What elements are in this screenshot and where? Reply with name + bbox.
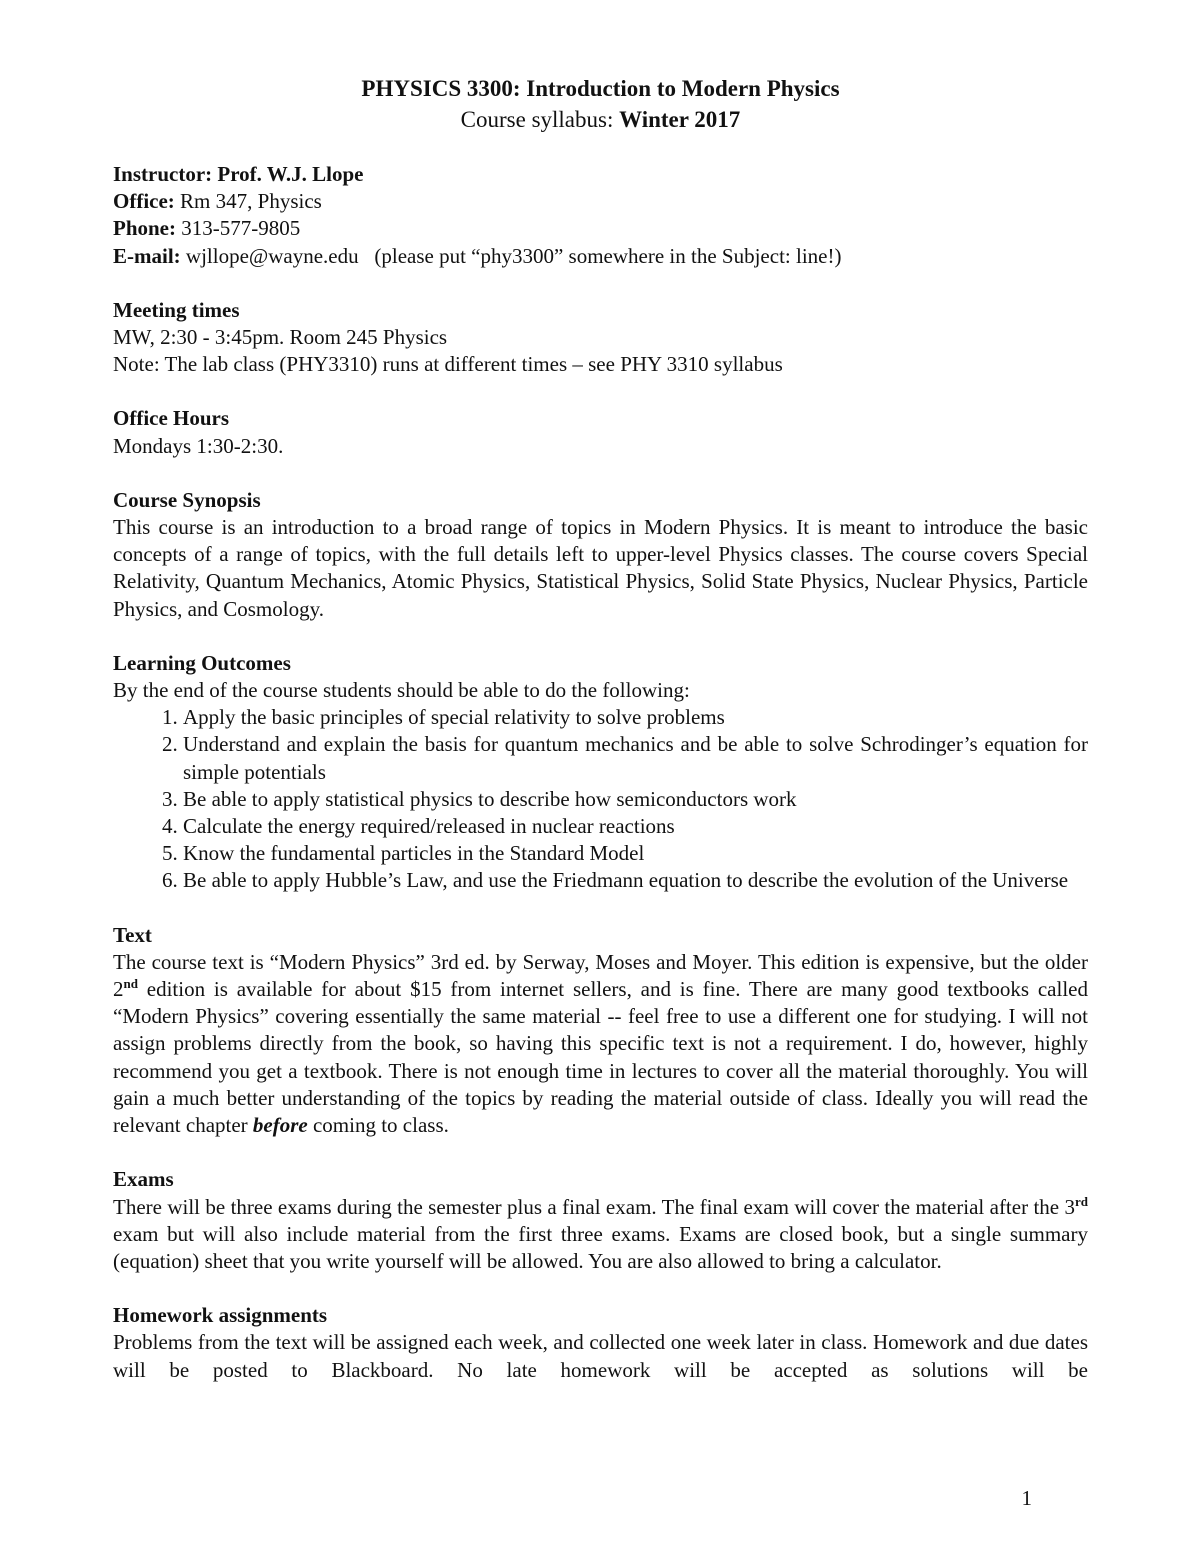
text-sup: nd [123,976,138,992]
phone-value: 313-577-9805 [176,216,301,241]
exams-part-2: exam but will also include material from the first three exams. Exams are closed book, but a single summary (equation) sheet that you write yourself will be allowed. You are also allowed to bring a calculator. [113,1221,1088,1273]
subtitle-prefix: Course syllabus: [460,107,620,132]
office-value: Rm 347, Physics [174,189,322,214]
list-item: 5. Know the fundamental particles in the Standard Model [183,840,1088,867]
list-item: 6. Be able to apply Hubble’s Law, and use the Friedmann equation to describe the evolution of the Universe [183,867,1088,894]
office-hours-text: Mondays 1:30-2:30. [113,433,284,458]
phone-line [113,215,1088,242]
text-heading: Text [113,922,152,947]
homework-paragraph: Problems from the text will be assigned each week, and collected one week later in class. Homework and due dates will be posted to Blackboard. No late homework will be accepted as solutions will be [113,1330,1088,1382]
synopsis-text: This course is an introduction to a broad range of topics in Modern Physics. It is meant to introduce the basic concepts of a range of topics, with the full details left to upper-level Physics classes. The course covers Special Relativity, Quantum Mechanics, Atomic Physics, Statistical Physics, Solid State Physics, Nuclear Physics, Particle Physics, and Cosmology. [113,515,1088,621]
course-title: PHYSICS 3300: Introduction to Modern Physics [361,76,840,101]
meeting-line-2: Note: The lab class (PHY3310) runs at different times – see PHY 3310 syllabus [113,352,783,377]
office-label: Office: [113,189,175,214]
instructor-line: Instructor: Prof. W.J. Llope [113,162,364,186]
text-emphasis: before [252,1113,308,1138]
email-line [113,243,1088,270]
email-label: E-mail: [113,243,181,268]
list-item: 4. Calculate the energy required/released in nuclear reactions [183,813,1088,840]
outcomes-heading: Learning Outcomes [113,650,291,675]
phone-label: Phone: [113,216,176,241]
homework-heading: Homework assignments [113,1303,328,1328]
text-part-1: The course text is “Modern Physics” 3rd ed. by Serway, Moses and Moyer. This edition is expensive, but the older 2 [113,949,1088,1002]
meeting-heading: Meeting times [113,297,240,322]
meeting-line-1: MW, 2:30 - 3:45pm. Room 245 Physics [113,325,448,350]
outcomes-list [113,704,1088,894]
synopsis-heading: Course Synopsis [113,487,261,512]
course-subtitle [113,105,1088,134]
text-part-3: coming to class. [307,1113,449,1138]
exams-sup: rd [1075,1193,1088,1209]
exams-paragraph [113,1194,1088,1276]
text-paragraph [113,949,1088,1139]
subtitle-term: Winter 2017 [619,107,741,132]
list-item: 1. Apply the basic principles of special relativity to solve problems [183,704,1088,731]
page-number: 1 [1021,1486,1032,1510]
office-line [113,188,1088,215]
outcomes-intro: By the end of the course students should be able to do the following: [113,678,690,703]
exams-heading: Exams [113,1167,174,1192]
list-item: 3. Be able to apply statistical physics to describe how semiconductors work [183,786,1088,813]
exams-part-1: There will be three exams during the semester plus a final exam. The final exam will cover the material after the 3 [113,1194,1075,1219]
text-part-2: edition is available for about $15 from internet sellers, and is fine. There are many good textbooks called “Modern Physics” covering essentially the same material -- feel free to use a different one for studying. I will not assign problems directly from the book, so having this specific text is not a requirement. I do, however, highly recommend you get a textbook. There is not enough time in lectures to cover all the material thoroughly. You will gain a much better understanding of the topics by reading the material outside of class. Ideally you will read the relevant chapter [113,977,1088,1138]
email-value[interactable]: wjllope@wayne.edu (please put “phy3300” somewhere in the Subject: line!) [180,243,842,268]
office-hours-heading: Office Hours [113,406,230,431]
list-item: 2. Understand and explain the basis for quantum mechanics and be able to solve Schrodinger’s equation for simple potentials [183,731,1088,785]
